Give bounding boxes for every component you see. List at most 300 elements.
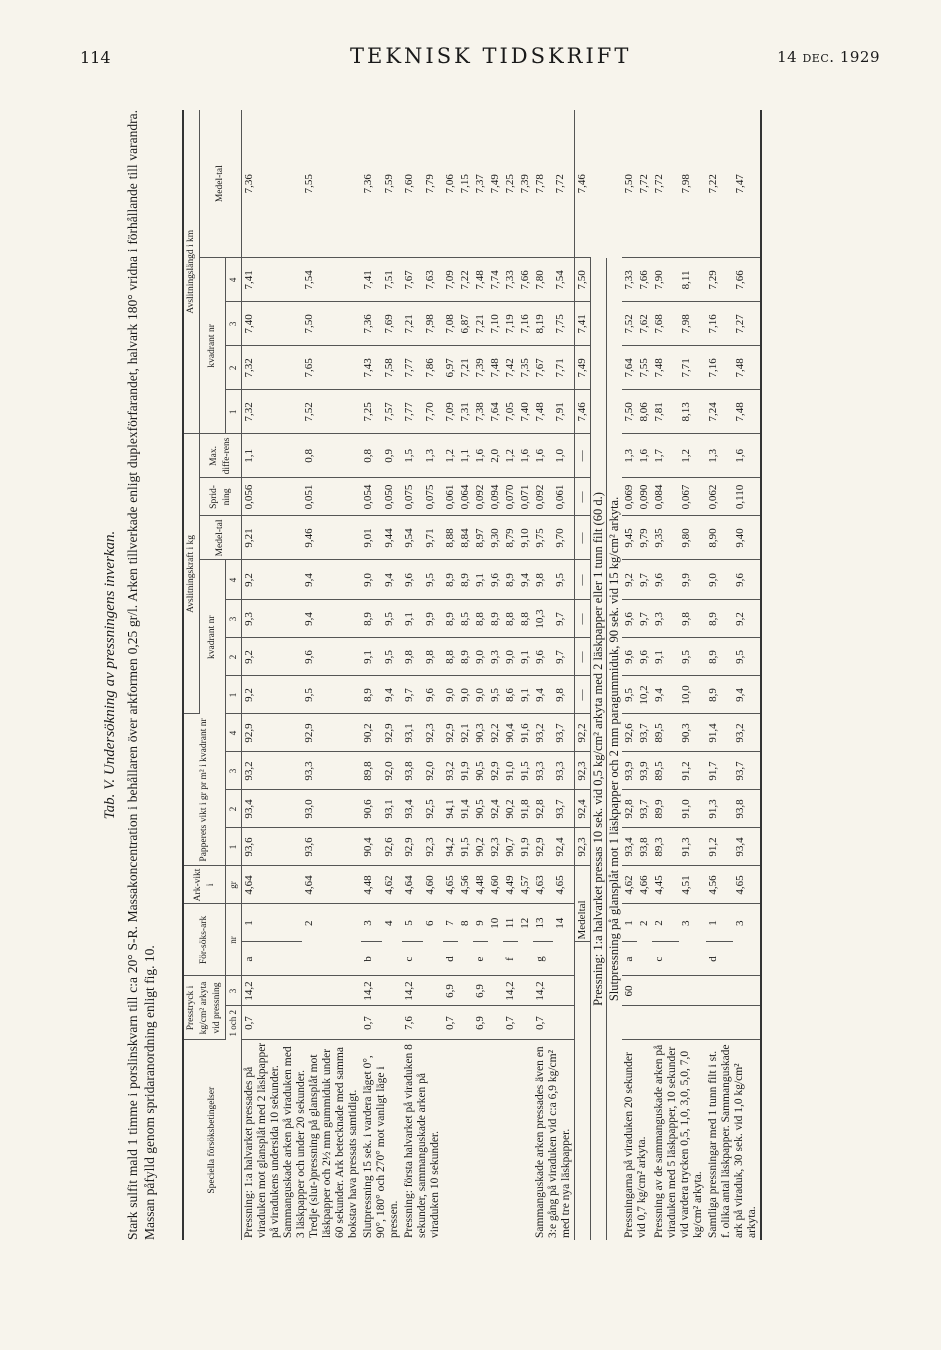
tear-length-q3: 7,08 xyxy=(443,302,458,346)
pressure-12: 7,6 xyxy=(402,1006,443,1040)
paper-weight-q3: 91,0 xyxy=(503,752,518,790)
unit-weight-q2: 2 xyxy=(226,790,242,828)
sheet-nr: 4 xyxy=(382,920,395,926)
tear-force-mean: 9,70 xyxy=(553,516,574,560)
header-weight: Ark-vikt i xyxy=(183,866,226,904)
tear-force-q2: 9,1 xyxy=(361,638,382,676)
tear-force-q4: 9,6 xyxy=(402,560,423,600)
tear-force-q4: 9,1 xyxy=(473,560,488,600)
tear-force-q1: 9,4 xyxy=(382,676,403,714)
pressure-12: 0,7 xyxy=(443,1006,473,1040)
paper-weight-q2: 90,6 xyxy=(361,790,382,828)
tear-length-q4: 7,54 xyxy=(302,258,361,302)
tear-force-q2: 9,1 xyxy=(518,638,533,676)
table-row xyxy=(622,110,637,1240)
tear-length-q3: 6,87 xyxy=(458,302,473,346)
pressure-3: 14,2 xyxy=(361,976,402,1006)
mean-blank xyxy=(575,942,591,1240)
sheet-weight: 4,49 xyxy=(503,866,518,904)
tear-length-q1: 7,32 xyxy=(242,390,303,434)
tear-force-max-diff: 1,1 xyxy=(458,434,473,478)
tear-force-spread: 0,061 xyxy=(443,478,458,516)
tear-force-mean: 8,90 xyxy=(706,516,733,560)
sheet-weight: 4,63 xyxy=(533,866,553,904)
tear-length-q3: 7,27 xyxy=(733,302,761,346)
paper-weight-q2: 94,1 xyxy=(443,790,458,828)
tear-force-q4: 9,6 xyxy=(652,560,679,600)
tear-length-q2: 7,67 xyxy=(533,346,553,390)
sheet-letter: f xyxy=(503,942,533,976)
tear-length-q4: 7,09 xyxy=(443,258,458,302)
paper-weight-q4: 90,2 xyxy=(361,714,382,752)
tear-force-spread: 0,110 xyxy=(733,478,761,516)
tear-force-mean: 9,44 xyxy=(382,516,403,560)
paper-weight-q2: 93,4 xyxy=(402,790,423,828)
tear-force-q2: 9,3 xyxy=(488,638,503,676)
tear-force-q4: 9,2 xyxy=(242,560,303,600)
paper-weight-q2: 89,9 xyxy=(652,790,679,828)
mean-dash: — xyxy=(575,676,591,714)
tear-length-q2: 7,21 xyxy=(458,346,473,390)
tear-length-q2: 7,35 xyxy=(518,346,533,390)
pressure-12 xyxy=(652,1006,706,1040)
table-row xyxy=(533,110,553,1240)
tear-length-q1: 7,77 xyxy=(402,390,423,434)
tear-length-q2: 7,64 xyxy=(622,346,637,390)
paper-weight-q2: 92,5 xyxy=(423,790,444,828)
tear-force-spread: 0,071 xyxy=(518,478,533,516)
tear-force-q3: 8,5 xyxy=(458,600,473,638)
tear-length-q4: 7,41 xyxy=(242,258,303,302)
tear-force-mean: 9,54 xyxy=(402,516,423,560)
paper-weight-q3: 90,5 xyxy=(473,752,488,790)
tear-force-q1: 8,6 xyxy=(503,676,518,714)
sheet-letter: d xyxy=(443,942,473,976)
mean-length-q2: 7,49 xyxy=(575,346,591,390)
page-header xyxy=(80,42,880,72)
tear-length-mean: 7,78 xyxy=(533,110,553,258)
paper-weight-q3: 93,3 xyxy=(533,752,553,790)
tear-force-q4: 9,7 xyxy=(637,560,652,600)
tear-force-q3: 8,8 xyxy=(503,600,518,638)
paper-weight-q4: 92,9 xyxy=(242,714,303,752)
paper-weight-q2: 92,8 xyxy=(533,790,553,828)
table-row xyxy=(706,110,733,1240)
tear-force-max-diff: 1,3 xyxy=(706,434,733,478)
tear-force-spread: 0,084 xyxy=(652,478,679,516)
condition-text: Samtliga pressningar med 1 tunn filt i st. f. olika antal läskpapper. Sammanguskade ark på viraduk, 30 sek. vid 1,0 kg/cm² arkyta. xyxy=(707,1044,758,1238)
paper-weight-q4: 93,7 xyxy=(553,714,574,752)
tear-length-q1: 7,57 xyxy=(382,390,403,434)
paper-weight-q1: 92,9 xyxy=(402,828,423,866)
sheet-nr: 9 xyxy=(473,904,488,942)
table-row xyxy=(473,110,488,1240)
tear-force-q2: 9,2 xyxy=(242,638,303,676)
paper-weight-q2: 91,4 xyxy=(458,790,473,828)
tear-force-q3: 9,9 xyxy=(423,600,444,638)
tear-force-mean: 9,45 xyxy=(622,516,637,560)
sheet-letter: c xyxy=(402,942,443,976)
sheet-weight: 4,65 xyxy=(443,866,458,904)
tear-length-q2: 7,86 xyxy=(423,346,444,390)
condition-text: Pressning av de sammanguskade arken på viraduken med 5 läskpapper, 10 sekunder vid vardera trycken 0,5, 1,0, 3,0, 5,0, 7,0 kg/cm² arkyta. xyxy=(653,1044,704,1238)
paper-weight-q1: 91,5 xyxy=(458,828,473,866)
tear-length-mean: 7,59 xyxy=(382,110,403,258)
header-quadrant-no: kvadrant nr xyxy=(200,560,226,714)
tear-length-mean: 7,72 xyxy=(553,110,574,258)
pressure-3: 14,2 xyxy=(402,976,443,1006)
mean-length-q3: 7,41 xyxy=(575,302,591,346)
tear-force-spread: 0,054 xyxy=(361,478,382,516)
sheet-nr: 3 xyxy=(733,920,746,926)
tear-force-max-diff: 1,2 xyxy=(679,434,706,478)
tear-force-mean: 9,75 xyxy=(533,516,553,560)
tear-force-q2: 8,8 xyxy=(443,638,458,676)
tear-length-mean: 7,47 xyxy=(733,110,761,258)
paper-weight-q2: 92,8 xyxy=(622,790,637,828)
pressure-3 xyxy=(652,976,706,1006)
sheet-nr: 1 xyxy=(706,904,733,942)
tear-force-q4: 9,5 xyxy=(553,560,574,600)
sheet-nr: 8 xyxy=(459,920,471,926)
tear-length-mean: 7,39 xyxy=(518,110,533,258)
tear-force-q3: 8,9 xyxy=(361,600,382,638)
tear-force-q1: 9,2 xyxy=(242,676,303,714)
tear-length-q2: 7,71 xyxy=(679,346,706,390)
tear-force-q1: 9,0 xyxy=(473,676,488,714)
sheet-letter: c xyxy=(652,942,706,976)
paper-weight-q1: 91,9 xyxy=(518,828,533,866)
paper-weight-q3: 89,5 xyxy=(652,752,679,790)
paper-weight-q4: 90,3 xyxy=(679,714,706,752)
paper-weight-q3: 92,0 xyxy=(423,752,444,790)
paper-weight-q2: 93,8 xyxy=(733,790,761,828)
unit-sheet-nr: nr xyxy=(226,904,242,976)
pressure-3: 14,2 xyxy=(533,976,575,1006)
tear-force-q3: 8,9 xyxy=(443,600,458,638)
header-pressure: Presstryck i kg/cm² arkyta vid pressning xyxy=(183,976,226,1040)
table-row xyxy=(361,110,382,1240)
tear-length-q1: 7,05 xyxy=(503,390,518,434)
tear-length-q4: 7,67 xyxy=(402,258,423,302)
tear-force-q1: 9,6 xyxy=(423,676,444,714)
tear-force-spread: 0,050 xyxy=(382,478,403,516)
mean-weight-q3: 92,3 xyxy=(575,752,591,790)
tear-force-q2: 9,6 xyxy=(622,638,637,676)
tear-length-q3: 7,19 xyxy=(503,302,518,346)
tear-force-q4: 9,4 xyxy=(382,560,403,600)
span-row-pressing: Pressning: 1:a halvarket pressas 10 sek. vid 0,5 kg/cm² arkyta med 2 läskpapper eller 1 tunn filt (60 d.) xyxy=(591,258,607,1240)
tear-force-max-diff: 1,3 xyxy=(622,434,637,478)
unit-force-q4: 4 xyxy=(226,560,242,600)
pressure-12: 0,7 xyxy=(361,1006,402,1040)
tear-force-q3: 8,9 xyxy=(488,600,503,638)
mean-dash: — xyxy=(575,600,591,638)
paper-weight-q3: 93,9 xyxy=(637,752,652,790)
tear-length-q1: 7,48 xyxy=(733,390,761,434)
paper-weight-q4: 92,9 xyxy=(443,714,458,752)
tear-force-spread: 0,062 xyxy=(706,478,733,516)
paper-weight-q1: 91,3 xyxy=(679,828,706,866)
tear-length-mean: 7,22 xyxy=(706,110,733,258)
tear-force-spread: 0,075 xyxy=(423,478,444,516)
mean-dash: — xyxy=(575,478,591,516)
paper-weight-q3: 93,2 xyxy=(443,752,458,790)
table-row xyxy=(503,110,518,1240)
sheet-nr: 2 xyxy=(652,904,679,942)
paper-weight-q2: 93,1 xyxy=(382,790,403,828)
sheet-nr: 6 xyxy=(423,920,436,926)
tear-length-q4: 7,66 xyxy=(518,258,533,302)
unit-pressure-12: 1 och 2 xyxy=(226,1006,242,1040)
tear-force-mean: 9,10 xyxy=(518,516,533,560)
tear-length-q1: 8,06 xyxy=(637,390,652,434)
tear-force-max-diff: 0,8 xyxy=(302,434,361,478)
paper-weight-q2: 90,2 xyxy=(503,790,518,828)
sheet-nr: 1 xyxy=(622,904,637,942)
sheet-weight: 4,51 xyxy=(679,866,706,904)
tear-force-q1: 8,9 xyxy=(361,676,382,714)
tear-length-q4: 7,51 xyxy=(382,258,403,302)
paper-weight-q2: 93,0 xyxy=(302,790,361,828)
tear-force-q3: 9,7 xyxy=(553,600,574,638)
paper-weight-q3: 93,8 xyxy=(402,752,423,790)
span-row-final: Slutpressning på glansplåt mot 1 läskpapper och 2 mm paragummiduk, 90 sek. vid 15 kg/cm² arkyta. xyxy=(607,258,623,1240)
tear-length-q2: 7,32 xyxy=(242,346,303,390)
tear-force-q2: 9,6 xyxy=(637,638,652,676)
paper-weight-q4: 90,4 xyxy=(503,714,518,752)
tear-length-q1: 7,40 xyxy=(518,390,533,434)
tear-force-mean: 9,35 xyxy=(652,516,679,560)
table-row xyxy=(443,110,458,1240)
paper-weight-q4: 91,4 xyxy=(706,714,733,752)
condition-text: Pressning: första halvarket på viraduken 8 sekunder, sammanguskade arken på viraduken 10 sekunder. xyxy=(403,1044,441,1238)
tear-force-spread: 0,051 xyxy=(302,478,361,516)
tear-length-q3: 7,10 xyxy=(488,302,503,346)
paper-weight-q1: 92,4 xyxy=(553,828,574,866)
paper-weight-q4: 92,2 xyxy=(488,714,503,752)
paper-weight-q4: 92,9 xyxy=(302,714,361,752)
sheet-nr: 5 xyxy=(402,904,423,942)
tear-length-mean: 7,79 xyxy=(423,110,444,258)
header-tear-strength: Avslitningskraft i kg xyxy=(183,434,200,714)
paper-weight-q1: 93,6 xyxy=(302,828,361,866)
tear-force-q2: 9,5 xyxy=(679,638,706,676)
tear-force-max-diff: 1,1 xyxy=(242,434,303,478)
tear-length-q3: 7,62 xyxy=(637,302,652,346)
table-row xyxy=(652,110,679,1240)
tear-length-q3: 7,16 xyxy=(518,302,533,346)
tear-length-q4: 7,63 xyxy=(423,258,444,302)
tear-force-q2: 9,8 xyxy=(423,638,444,676)
sheet-letter: g xyxy=(533,942,575,976)
sheet-nr: 10 xyxy=(489,917,501,929)
tear-force-q4: 9,2 xyxy=(622,560,637,600)
tear-length-q1: 8,13 xyxy=(679,390,706,434)
tear-force-max-diff: 1,5 xyxy=(402,434,423,478)
table-row xyxy=(242,110,303,1240)
sheet-weight: 4,60 xyxy=(488,866,503,904)
tear-length-q1: 7,64 xyxy=(488,390,503,434)
tear-force-q4: 9,5 xyxy=(423,560,444,600)
paper-weight-q1: 90,7 xyxy=(503,828,518,866)
tear-length-q4: 7,22 xyxy=(458,258,473,302)
tear-force-mean: 9,21 xyxy=(242,516,303,560)
tear-force-q1: 9,0 xyxy=(443,676,458,714)
pressure-12: 0,7 xyxy=(533,1006,575,1040)
tear-force-mean: 8,97 xyxy=(473,516,488,560)
paper-weight-q3: 93,3 xyxy=(553,752,574,790)
tear-force-q2: 9,7 xyxy=(553,638,574,676)
tear-length-q2: 7,55 xyxy=(637,346,652,390)
tear-force-spread: 0,056 xyxy=(242,478,303,516)
tear-force-spread: 0,094 xyxy=(488,478,503,516)
condition-text xyxy=(443,1040,473,1240)
tear-force-q1: 9,0 xyxy=(458,676,473,714)
tear-force-max-diff: 1,0 xyxy=(553,434,574,478)
paper-weight-q3: 93,9 xyxy=(622,752,637,790)
tear-force-q4: 9,6 xyxy=(733,560,761,600)
paper-weight-q1: 89,3 xyxy=(652,828,679,866)
sheet-weight: 4,56 xyxy=(706,866,733,904)
rotated-table-block xyxy=(102,110,892,1240)
header-tear-length: Avslitningslängd i km xyxy=(183,110,200,434)
mean-dash: — xyxy=(575,560,591,600)
header-length-quadrant-no: kvadrant nr xyxy=(200,258,226,434)
paper-weight-q1: 94,2 xyxy=(443,828,458,866)
tear-length-q2: 7,77 xyxy=(402,346,423,390)
tear-force-q2: 9,0 xyxy=(503,638,518,676)
paper-weight-q1: 91,2 xyxy=(706,828,733,866)
header-force-mean: Medel-tal xyxy=(200,516,242,560)
paper-weight-q3: 92,0 xyxy=(382,752,403,790)
tear-force-mean: 8,79 xyxy=(503,516,518,560)
paper-weight-q1: 92,3 xyxy=(423,828,444,866)
table-intro: Stark sulfit mald 1 timme i porslinskvarn till c:a 20° S-R. Massakoncentration i behållaren över arkformen 0,25 gr/l. Arken tillverkade enligt duplexförfarandet, halvark 180° vridna i förhållande till varandra. Massan påfylld genom spridaranordning enligt fig. 10. xyxy=(125,110,157,1240)
pressure-3: 14,2 xyxy=(503,976,533,1006)
tear-force-mean: 9,40 xyxy=(733,516,761,560)
tear-force-spread: 0,075 xyxy=(402,478,423,516)
mean-weight-q4: 92,2 xyxy=(575,714,591,752)
unit-force-q3: 3 xyxy=(226,600,242,638)
unit-length-q2: 2 xyxy=(226,346,242,390)
unit-weight-q4: 4 xyxy=(226,714,242,752)
sheet-weight: 4,60 xyxy=(423,866,444,904)
tear-length-q1: 7,48 xyxy=(533,390,553,434)
paper-weight-q2: 91,3 xyxy=(706,790,733,828)
tear-force-q1: 8,9 xyxy=(706,676,733,714)
tear-length-q1: 7,50 xyxy=(622,390,637,434)
mean-length-mean: 7,46 xyxy=(575,110,591,258)
tear-force-q2: 9,5 xyxy=(733,638,761,676)
tear-force-q4: 9,4 xyxy=(518,560,533,600)
paper-weight-q3: 91,7 xyxy=(706,752,733,790)
paper-weight-q1: 90,4 xyxy=(361,828,382,866)
tear-force-q3: 9,4 xyxy=(302,600,361,638)
unit-weight-gr: gr xyxy=(226,866,242,904)
tear-length-q4: 7,90 xyxy=(652,258,679,302)
pressure-12 xyxy=(706,1006,761,1040)
tear-force-q4: 9,9 xyxy=(679,560,706,600)
pressure-3: 6,9 xyxy=(473,976,503,1006)
tear-length-q2: 7,58 xyxy=(382,346,403,390)
tear-length-q1: 7,09 xyxy=(443,390,458,434)
tear-force-q3: 9,5 xyxy=(382,600,403,638)
tear-force-q3: 10,3 xyxy=(533,600,553,638)
paper-weight-q3: 93,3 xyxy=(302,752,361,790)
condition-text xyxy=(503,1040,533,1240)
tear-force-q1: 9,5 xyxy=(622,676,637,714)
paper-weight-q3: 91,2 xyxy=(679,752,706,790)
unit-pressure-3: 3 xyxy=(226,976,242,1006)
paper-weight-q4: 93,2 xyxy=(733,714,761,752)
pressure-12: 0,7 xyxy=(503,1006,533,1040)
tear-length-q3: 7,68 xyxy=(652,302,679,346)
tear-length-mean: 7,98 xyxy=(679,110,706,258)
tear-length-q4: 7,74 xyxy=(488,258,503,302)
pressure-12: 6,9 xyxy=(473,1006,503,1040)
tear-length-q2: 7,48 xyxy=(733,346,761,390)
tear-length-q2: 7,48 xyxy=(488,346,503,390)
condition-text: Sammanguskade arken pressades även en 3:e gång på viraduken vid c:a 6,9 kg/cm² med tre nya läskpapper. xyxy=(534,1046,572,1238)
sheet-weight: 4,64 xyxy=(302,866,361,904)
tear-length-q3: 7,16 xyxy=(706,302,733,346)
pressure-12: 0,7 xyxy=(242,1006,362,1040)
sheet-nr: 13 xyxy=(533,904,553,942)
sheet-weight: 4,62 xyxy=(382,866,403,904)
paper-weight-q4: 92,3 xyxy=(423,714,444,752)
paper-weight-q3: 93,2 xyxy=(242,752,303,790)
paper-weight-q1: 93,4 xyxy=(733,828,761,866)
tear-force-mean: 8,88 xyxy=(443,516,458,560)
mean-label: Medeltal xyxy=(575,866,591,942)
mean-dash: — xyxy=(575,638,591,676)
tear-force-max-diff: 1,3 xyxy=(423,434,444,478)
tear-length-mean: 7,36 xyxy=(361,110,382,258)
tear-length-q3: 7,21 xyxy=(473,302,488,346)
tear-length-q3: 7,75 xyxy=(553,302,574,346)
tear-length-q2: 7,48 xyxy=(652,346,679,390)
tear-force-max-diff: 0,8 xyxy=(361,434,382,478)
paper-weight-q3: 91,9 xyxy=(458,752,473,790)
sheet-nr: 2 xyxy=(638,920,650,926)
tear-force-q4: 8,9 xyxy=(503,560,518,600)
journal-title: TEKNISK TIDSKRIFT xyxy=(350,44,632,68)
tear-length-q1: 7,31 xyxy=(458,390,473,434)
tear-force-spread: 0,067 xyxy=(679,478,706,516)
sheet-letter: b xyxy=(361,942,402,976)
tear-force-max-diff: 0,9 xyxy=(382,434,403,478)
mean-length-q1: 7,46 xyxy=(575,390,591,434)
sheet-nr: 1 xyxy=(242,904,303,942)
tear-force-q3: 9,3 xyxy=(242,600,303,638)
issue-date: 14 dec. 1929 xyxy=(777,48,880,66)
page-number: 114 xyxy=(80,48,111,67)
mean-weight-q1: 92,3 xyxy=(575,828,591,866)
tear-force-q3: 9,8 xyxy=(679,600,706,638)
paper-weight-q3: 89,8 xyxy=(361,752,382,790)
tear-force-mean: 8,84 xyxy=(458,516,473,560)
tear-force-q1: 9,5 xyxy=(302,676,361,714)
condition-text: Slutpressning 15 sek. i vardera läget 0°, 90°, 180° och 270° mot vanligt läge i pressen. xyxy=(362,1055,400,1238)
tear-length-q4: 7,54 xyxy=(553,258,574,302)
tear-length-q1: 7,70 xyxy=(423,390,444,434)
tear-length-q2: 7,39 xyxy=(473,346,488,390)
tear-length-q1: 7,25 xyxy=(361,390,382,434)
tear-force-q2: 9,1 xyxy=(652,638,679,676)
tear-length-q4: 7,29 xyxy=(706,258,733,302)
tear-length-q3: 7,98 xyxy=(679,302,706,346)
